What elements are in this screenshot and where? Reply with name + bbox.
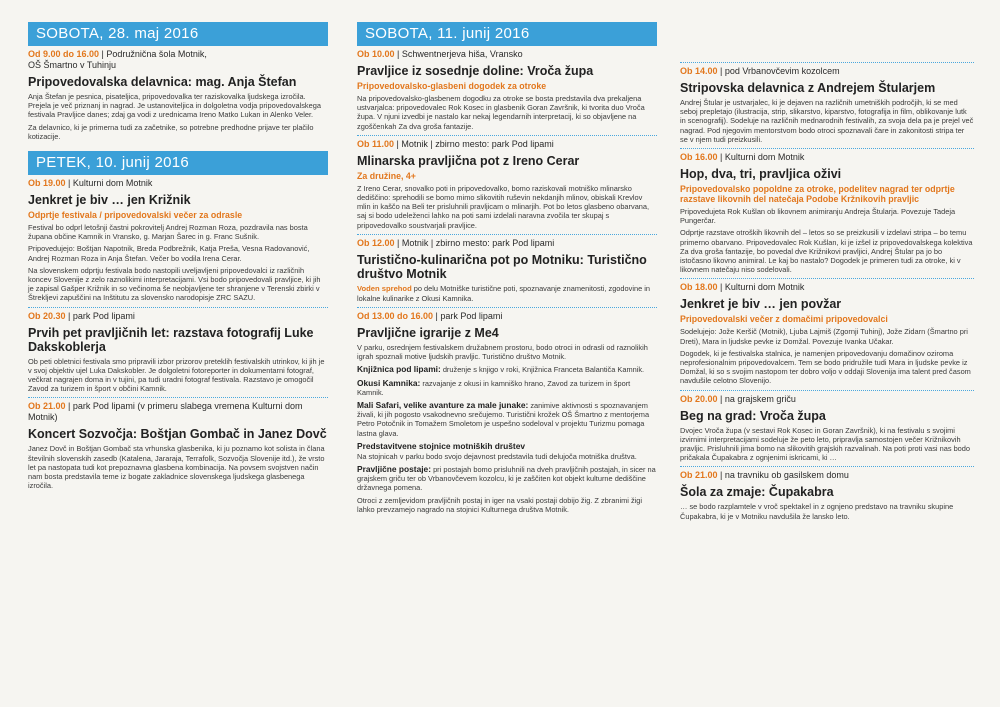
divider xyxy=(680,148,974,149)
event-performers: Sodelujejo: Jože Keršič (Motnik), Ljuba Lajmiš (Zgornji Tuhinj), Jože Zidarn (Šmartno pri Dreti), Mara in ljudske pevke iz Domžal. Povezuje Ivanka Učakar. xyxy=(680,327,968,346)
event-performers: Pripovedujejo: Boštjan Napotnik, Breda Podbrežnik, Katja Preša, Vesna Radovanović, Andrej Rozman Roza in Anja Štefan. Večer bo vodila Irena Cerar. xyxy=(28,244,310,263)
event-title: Jenkret je biv … jen Križnik xyxy=(28,193,191,208)
event-time: Ob 18.00 xyxy=(680,282,718,293)
event-meta xyxy=(680,66,974,77)
event-description: Dvojec Vroča župa (v sestavi Rok Kosec in Goran Završnik), ki na festivalu s svojimi izvirnimi interpretacijami sodeluje že peto leto, pripravlja samostojen večer Križnikovih pravljic. Prisluhnili jima bomo na slikovitih grajskih razvalinah. Na poti proti vasi nas bodo pričakala Čupakabra z ognjenimi iskricami, ki … xyxy=(680,425,971,463)
event-meta xyxy=(357,311,657,322)
event-description: Z Ireno Cerar, snovalko poti in pripovedovalko, bomo raziskovali motniško mlinarsko dediščino: sprehodili se bomo mimo slikovitih ruševin nekdanjih mlinov, obiskali Krevlov mlin in kaščo na Beli ter prisluhnili pravljicam o mlinarjih. Pot bo letos glasbeno obarvana, saj si bodo udeleženci lahko na poti sami izdelali naravna zvočila ter skupaj s pripovedovalko soustvarjali pravljice. xyxy=(357,183,650,230)
event-description: V parku, osrednjem festivalskem družabnem prostoru, bodo otroci in odrasli od raznolikih igrah spoznali motive ljudskih pravljic. Turistično društvo Motnik. xyxy=(357,343,648,362)
activity-tastes xyxy=(357,378,657,397)
event-title: Prvih pet pravljičnih let: razstava fotografij Luke Dakskoblerja xyxy=(28,325,314,354)
event-place: | Schwentnerjeva hiša, Vransko xyxy=(394,49,523,59)
event-meta xyxy=(357,139,657,150)
event-time: Od 9.00 do 16.00 xyxy=(28,49,100,59)
event-title: Turistično-kulinarična pot po Motniku: Turistično društvo Motnik xyxy=(357,252,647,281)
event-title: Pripovedovalska delavnica: mag. Anja Štefan xyxy=(28,75,297,89)
activity-text: Na stojnicah v parku bodo svojo dejavnost predstavila tudi delujoča motniška društva. xyxy=(357,451,637,461)
event-meta xyxy=(28,49,328,71)
program-column-1 xyxy=(28,22,328,490)
event-description: Festival bo odprl letošnji častni pokrovitelj Andrej Rozman Roza, pozdravila nas bosta župana občine Kamnik in Vransko, g. Marjan Šarec in g. Franc Sušnik. xyxy=(28,223,308,242)
event-title: Šola za zmaje: Čupakabra xyxy=(680,485,834,500)
activity-heading: Pravljične postaje: xyxy=(357,464,432,475)
activity-text: razvajanje z okusi in kamniško hrano, Zavod za turizem in šport Kamnik. xyxy=(357,378,631,397)
divider xyxy=(680,62,974,63)
event-place: | Kulturni dom Motnik xyxy=(717,152,805,163)
event-place: | pod Vrbanovčevim kozolcem xyxy=(717,66,840,76)
event-meta xyxy=(28,401,328,423)
divider xyxy=(680,278,974,279)
program-column-3 xyxy=(680,62,974,521)
divider xyxy=(357,135,657,136)
event-title: Mlinarska pravljična pot z Ireno Cerar xyxy=(357,153,580,168)
activity-story-stations xyxy=(357,464,657,493)
event-description: Na pripovedovalsko-glasbenem dogodku za otroke se bosta predstavila dva prekaljena ustvarjalca: pripovedovalec Rok Kosec in glasbenik Goran Završnik, ki tvorita duo Vroča župa. V njuni izvedbi je nastalo kar nekaj legendarnih interpretacij, ki so objavljene na zgoščenkah Za dva groša fantazije. xyxy=(357,94,645,131)
event-description: Andrej Štular je ustvarjalec, ki je dejaven na različnih umetniških področjih, ki se med seboj prepletajo (ilustracija, strip, slikarstvo, kiparstvo, fotografija in film, oblikovanje lutk in scenografij). Sodeluje na različnih mednarodnih festivalih, za svoja dela pa je prejel več nagrad. Pod njegovim mentorstvom bodo otroci spoznavali čare in zakonitosti stripa ter se v njem tudi preizkusili. xyxy=(680,98,974,144)
event-time: Ob 21.00 xyxy=(680,470,718,481)
divider xyxy=(680,466,974,467)
event-place-2: OŠ Šmartno v Tuhinju xyxy=(28,60,117,70)
event-description: Odprtje razstave otroških likovnih del – letos so se preizkusili v izdelavi stripa – bo temu primerno obarvano. Pripovedovalec Rok Kušlan, ki je izšel iz pripovedovalskega kolektiva Za dva groša fantazije, bo povedal dve Križnikovi pravljici, Andrej Štular pa jo bo istočasno likovno animiral. Le kaj bo nastalo? Dogodek je primeren tudi za otroke, ki v likovnem natečaju niso sodelovali. xyxy=(680,228,973,275)
event-subtitle: Pripovedovalsko popoldne za otroke, podelitev nagrad ter odprtje razstave likovnih del natečaja Podobe Kržnikovih pravljic xyxy=(680,184,955,205)
divider xyxy=(28,307,328,308)
event-subtitle: Za družine, 4+ xyxy=(357,170,416,181)
divider xyxy=(357,234,657,235)
event-place: | park Pod lipami xyxy=(65,310,135,321)
event-place: | park Pod lipami (v primeru slabega vremena Kulturni dom Motnik) xyxy=(28,401,303,423)
day-header-saturday-may: SOBOTA, 28. maj 2016 xyxy=(28,22,328,46)
event-meta xyxy=(680,152,974,163)
event-title: Pravljice iz sosednje doline: Vroča župa xyxy=(357,64,594,78)
activity-heading: Mali Safari, velike avanture za male junake: xyxy=(357,400,529,411)
event-place: | na travniku ob gasilskem domu xyxy=(717,470,849,481)
activity-heading: Predstavitvene stojnice motniških društev xyxy=(357,440,526,451)
activity-text: druženje s knjigo v roki, Knjižnica Franceta Balantiča Kamnik. xyxy=(440,365,645,375)
event-title: Koncert Sozvočja: Boštjan Gombač in Janez Dovč xyxy=(28,427,327,442)
event-time: Ob 20.00 xyxy=(680,393,718,404)
activity-stamps-note: Otroci z zemljevidom pravljičnih postaj in iger na vsaki postaji dobijo žig. Z zbranimi žigi lahko prevzamejo nagrado na stojnici Kulturnega društva Motnik. xyxy=(357,495,643,514)
activity-heading: Knjižnica pod lipami: xyxy=(357,364,441,375)
event-title: Stripovska delavnica z Andrejem Štularjem xyxy=(680,81,936,95)
event-meta xyxy=(680,470,974,481)
event-note: Za delavnico, ki je primerna tudi za začetnike, so potrebne predhodne prijave ter plačilo kotizacije. xyxy=(28,122,314,141)
event-meta xyxy=(680,394,974,405)
program-column-2 xyxy=(357,22,657,514)
event-title: Hop, dva, tri, pravljica oživi xyxy=(680,167,842,182)
activity-heading: Okusi Kamnika: xyxy=(357,377,421,388)
activity-library xyxy=(357,364,657,374)
event-time: Ob 12.00 xyxy=(357,237,395,248)
event-time: Ob 16.00 xyxy=(680,152,718,163)
event-time: Ob 21.00 xyxy=(28,401,66,412)
event-time: Ob 20.30 xyxy=(28,310,66,321)
event-description: Ob peti obletnici festivala smo pripravili izbor prizorov preteklih festivalskih utrinkov, ki jih je v svoj objektiv ujel Luka Dakskobler. Je dolgoletni fotoreporter in dokumentarni fotograf, večkrat nagrajen doma in v tujini, pa tudi uradni fotograf festivala. Razstavo je omogočil Zavod za turizem in šport v občini Kamnik. xyxy=(28,356,325,394)
event-time: Ob 10.00 xyxy=(357,49,395,59)
event-performers: Pripovedujeta Rok Kušlan ob likovnem animiranju Andreja Štularja. Povezuje Tadeja Pungerčar. xyxy=(680,207,956,226)
event-subtitle: Pripovedovalsko-glasbeni dogodek za otroke xyxy=(357,81,547,91)
event-description: Janez Dovč in Boštjan Gombač sta vrhunska glasbenika, ki ju poznamo kot solista in člana številnih slovenskih zasedb (Katalena, Jararaja, Terrafolk, Sozvočja Slovenije itd.), že vrsto let pa nastopata tudi kot prepoznavna glasbena kombinacija. Na povsem svojstven način nam bosta predstavila teme iz bogate zakladnice slovenskega ljudskega glasbenega izročila. xyxy=(28,444,325,491)
event-title: Beg na grad: Vroča župa xyxy=(680,408,826,423)
divider xyxy=(357,307,657,308)
event-description-text: po delu Motniške turistične poti, spoznavanje znamenitosti, zgodovine in lokalne kulinarike z Okusi Kamnika. xyxy=(357,283,650,303)
event-subtitle: Voden sprehod xyxy=(357,283,412,293)
activity-text: pri postajah bomo prisluhnili na dveh pravljičnih postajah, in sicer na grajskem griču ter ob Vrbanovčevem kozolcu, ki je zaščiten kot objekt kulturne dediščine državnega pomena. xyxy=(357,465,656,493)
event-meta xyxy=(680,282,974,293)
event-description: … se bodo razplamtele v vroč spektakel in z ognjeno predstavo na travniku skupine Čupakabra, ki je v Motniku navdušila že lansko leto. xyxy=(680,502,954,521)
event-meta xyxy=(357,49,657,60)
event-meta xyxy=(357,238,657,249)
event-place: | Motnik | zbirno mesto: park Pod lipami xyxy=(394,138,554,149)
activity-safari xyxy=(357,400,657,438)
event-title: Jenkret je biv … jen povžar xyxy=(680,297,842,312)
event-place: | Kulturni dom Motnik xyxy=(717,282,805,293)
day-header-saturday-june: SOBOTA, 11. junij 2016 xyxy=(357,22,657,46)
event-place: | na grajskem griču xyxy=(717,393,796,404)
event-subtitle: Pripovedovalski večer z domačimi pripovedovalci xyxy=(680,314,888,325)
event-place: | Kulturni dom Motnik xyxy=(65,178,153,189)
event-title: Pravljične igrarije z Me4 xyxy=(357,326,499,341)
event-place: | Motnik | zbirno mesto: park Pod lipami xyxy=(394,237,555,248)
day-header-friday-june: PETEK, 10. junij 2016 xyxy=(28,151,328,175)
event-time: Ob 19.00 xyxy=(28,178,66,189)
event-description: Dogodek, ki je festivalska stalnica, je namenjen pripovedovanju domačinov oziroma neprofesionalnim pripovedovalcem. Tem se bodo pridružile tudi Mara in ljudske pevke iz Domžal, ki so s svojim nastopom ter dobro voljo v oddaji Slovenija ima talent pred časom navdušile celotno Slovenijo. xyxy=(680,348,971,386)
event-time: Ob 14.00 xyxy=(680,66,718,76)
divider xyxy=(680,390,974,391)
event-details: Na slovenskem odprtju festivala bodo nastopili uveljavljeni pripovedovalci iz različnih koncev Slovenije z zelo raznolikimi interpretacijami. Vsi bodo pripovedovali pravljice, ki jih je zapisal Gašper Križnik in so večinoma še neobjavljene ter shranjene v Terenski zbirki v Štrekljevi zapuščini na Inštitutu za slovensko narodopisje ZRC SAZU. xyxy=(28,265,321,303)
divider xyxy=(28,397,328,398)
event-time: Ob 11.00 xyxy=(357,138,395,149)
event-subtitle: Odprtje festivala / pripovedovalski večer za odrasle xyxy=(28,210,243,221)
event-place: | Podružnična šola Motnik, xyxy=(99,49,207,59)
event-description: Anja Štefan je pesnica, pisateljica, pripovedovalka ter raziskovalka ljudskega izročila. Prejela je več priznanj in nagrad. Je ustanoviteljica in dolgoletna vodja pripovedovalskega festivala Pravljice danes; zdaj ga vodi z urednicama Ireno Matko Lukan in Alenko Veler. xyxy=(28,92,321,120)
event-meta xyxy=(28,311,328,322)
activity-text: zanimive aktivnosti s spoznavanjem živali, ki jih pogosto vsakodnevno srečujemo. Turistični krožek OŠ Šmartno z mentorjema Petro Potočnik in Tomažem Smoletom je uspešno sodeloval v projektu Turizmu pomaga lastna glava. xyxy=(357,401,650,438)
event-time: Od 13.00 do 16.00 xyxy=(357,311,434,322)
event-meta xyxy=(28,178,328,189)
event-description xyxy=(357,284,657,303)
event-place: | park Pod lipami xyxy=(433,311,503,322)
